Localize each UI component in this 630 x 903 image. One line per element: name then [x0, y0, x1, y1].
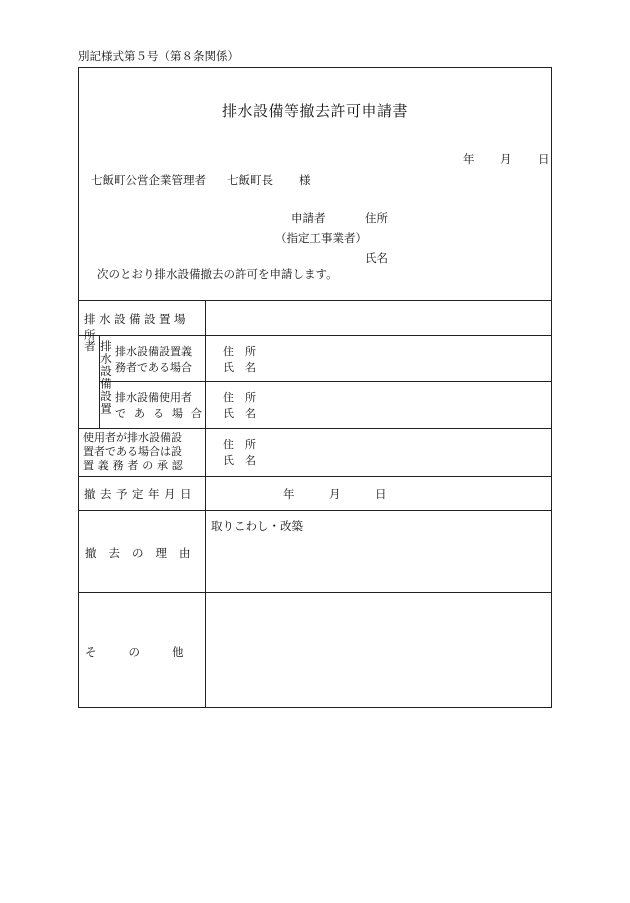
- obligor-address-label: 住 所: [223, 345, 256, 358]
- obligor-name-label: 氏 名: [223, 361, 256, 374]
- consent-address-label: 住 所: [223, 438, 256, 451]
- user-label: 排水設備使用者 である場合: [115, 391, 210, 420]
- user-input[interactable]: [274, 382, 551, 428]
- schedule-month-label: 月: [329, 487, 341, 501]
- schedule-year-label: 年: [283, 487, 295, 501]
- date-year-label: 年: [463, 152, 475, 166]
- addressee-honorific: 様: [299, 173, 311, 187]
- user-name-label: 氏 名: [223, 407, 256, 420]
- reason-value[interactable]: 取りこわし・改築: [211, 519, 303, 533]
- intro-text: 次のとおり排水設備撤去の許可を申請します。: [97, 267, 338, 281]
- applicant-label: 申請者: [291, 211, 326, 225]
- date-month-label: 月: [500, 152, 512, 166]
- applicant-name-label: 氏名: [365, 251, 388, 265]
- user-address-label: 住 所: [223, 391, 256, 404]
- consent-name-label: 氏 名: [223, 454, 256, 467]
- reason-label: 撤去の理由: [85, 546, 203, 560]
- addressee-org: 七飯町公営企業管理者: [91, 173, 206, 187]
- setter-group-label: 排水設備設置者: [83, 340, 113, 415]
- other-label: その他: [85, 645, 216, 659]
- location-field[interactable]: [206, 301, 551, 335]
- applicant-subtitle: （指定工事業者）: [275, 231, 367, 245]
- consent-input[interactable]: [274, 429, 551, 476]
- applicant-address-label: 住所: [365, 211, 388, 225]
- obligor-label: 排水設備設置義 務者である場合: [115, 345, 192, 374]
- schedule-label: 撤去予定年月日: [84, 487, 196, 501]
- date-day-label: 日: [538, 152, 550, 166]
- obligor-input[interactable]: [274, 336, 551, 381]
- obligor-field-labels: [223, 344, 256, 376]
- consent-field-labels: [223, 437, 256, 469]
- user-field-labels: [223, 390, 256, 422]
- location-label: 排水設備設置場所: [84, 312, 189, 342]
- header-note: 別記様式第５号（第８条関係）: [78, 49, 239, 63]
- consent-label: 使用者が排水設備設 置者である場合は設 置義務者の承認: [83, 431, 187, 472]
- form-title: 排水設備等撤去許可申請書: [221, 102, 408, 120]
- other-field[interactable]: [206, 593, 551, 707]
- schedule-day-label: 日: [375, 487, 387, 501]
- application-form: [78, 67, 552, 708]
- addressee-name: 七飯町長: [227, 173, 273, 187]
